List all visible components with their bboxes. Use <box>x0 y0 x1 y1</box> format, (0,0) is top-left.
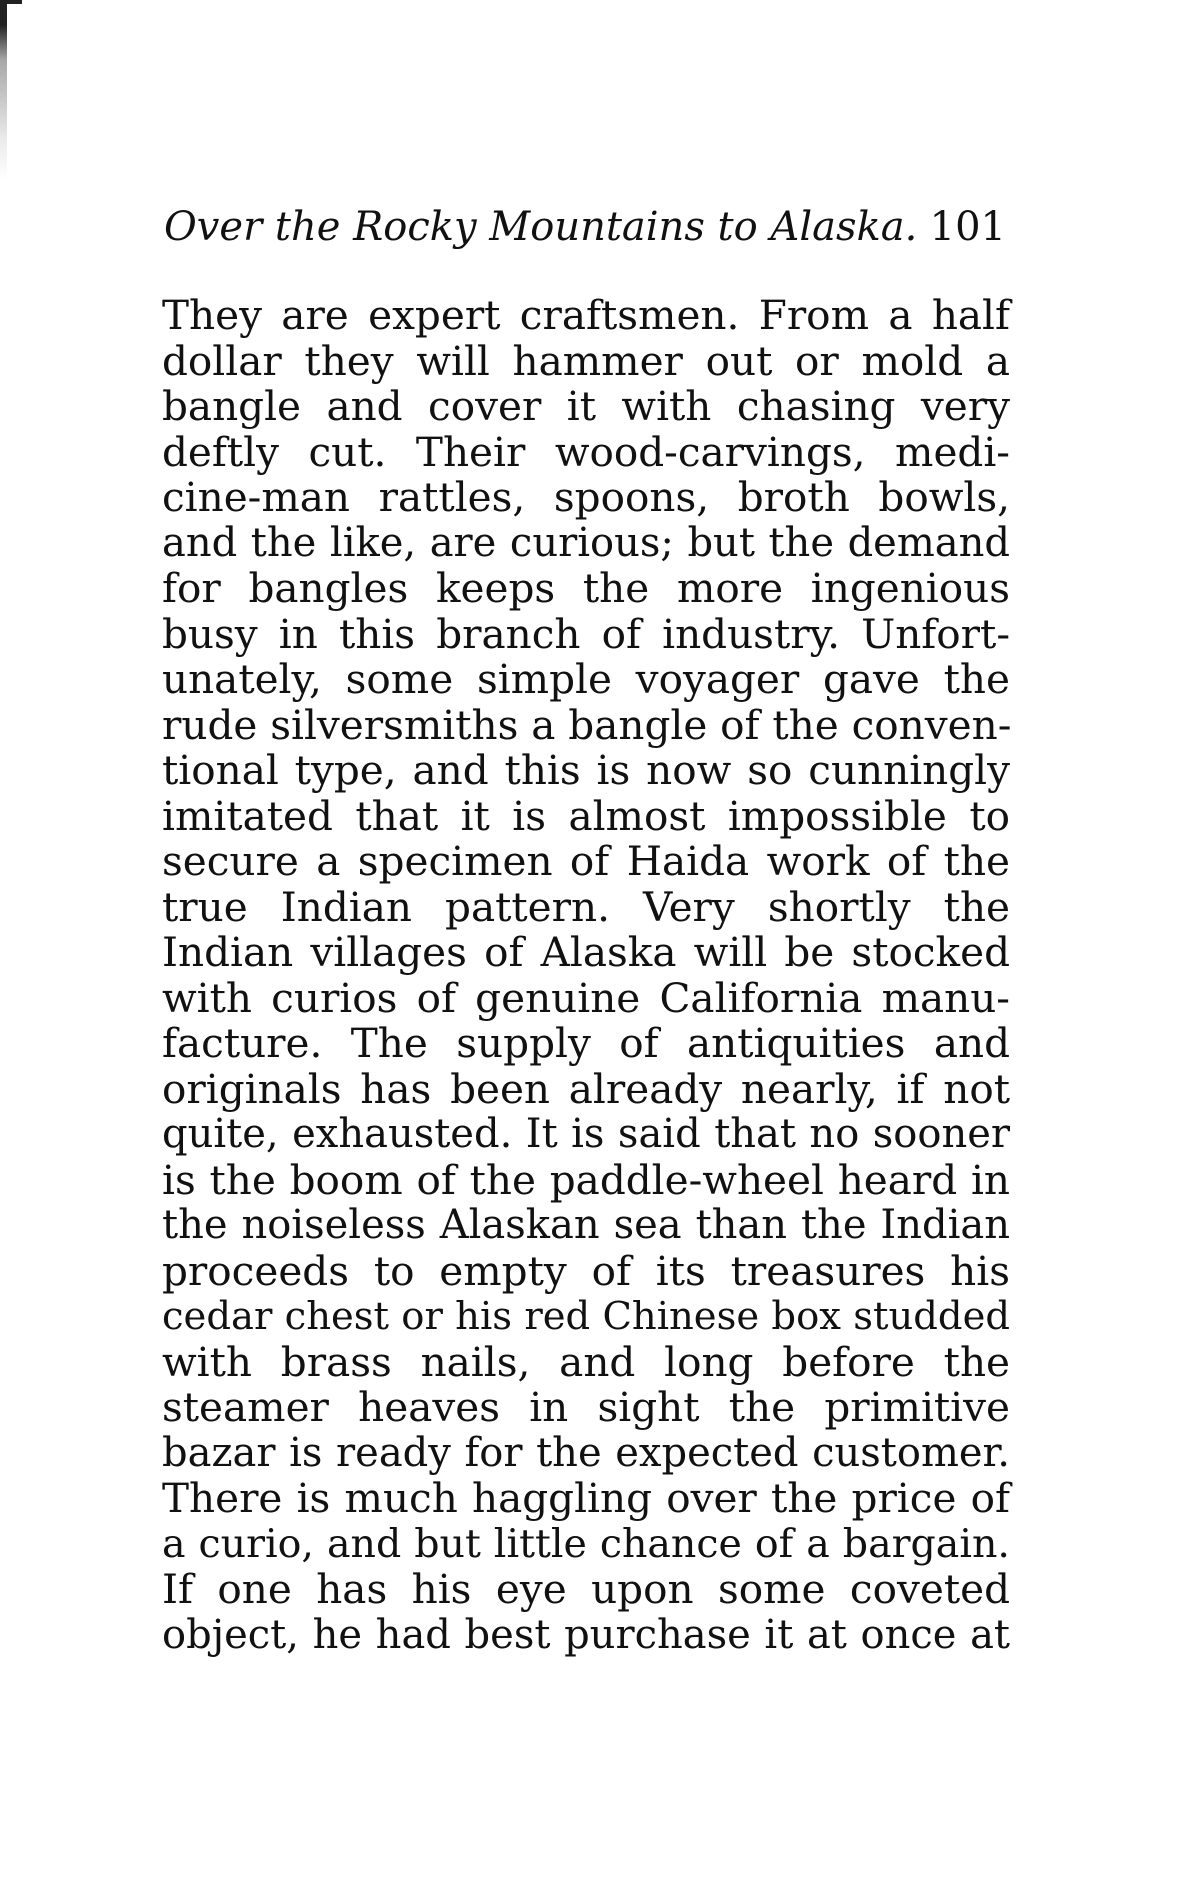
text-line: steamer heaves in sight the primitive <box>162 1383 1010 1431</box>
text-line: unately, some simple voyager gave the <box>162 655 1010 703</box>
text-line: the noiseless Alaskan sea than the Indian <box>162 1202 1010 1248</box>
text-line: tional type, and this is now so cunningly <box>162 746 1010 794</box>
text-line: proceeds to empty of its treasures his <box>162 1246 1010 1295</box>
text-line: object, he had best purchase it at once at <box>162 1611 1010 1658</box>
text-line: quite, exhausted. It is said that no sooner <box>162 1111 1010 1157</box>
text-line: If one has his eye upon some coveted <box>162 1565 1010 1613</box>
body-paragraph <box>162 293 1010 1658</box>
text-line: for bangles keeps the more ingenious <box>162 564 1010 612</box>
text-line: bazar is ready for the expected customer. <box>162 1429 1010 1476</box>
text-line: a curio, and but little chance of a bargain. <box>162 1520 1010 1567</box>
text-line: rude silversmiths a bangle of the conven- <box>162 700 1012 749</box>
text-line: They are expert craftsmen. From a half <box>162 291 1010 339</box>
text-line: secure a specimen of Haida work of the <box>162 837 1010 885</box>
text-line: cedar chest or his red Chinese box studded <box>162 1294 1010 1339</box>
text-line: and the like, are curious; but the demand <box>162 519 1010 566</box>
text-line: deftly cut. Their wood-carvings, medi- <box>162 427 1010 476</box>
page-number: 101 <box>929 204 1006 250</box>
text-line: busy in this branch of industry. Unfort- <box>162 609 1010 658</box>
text-line: originals has been already nearly, if not <box>162 1064 1010 1113</box>
page-header <box>164 197 1014 257</box>
text-line: with curios of genuine California manu- <box>162 973 1010 1022</box>
text-line: cine-man rattles, spoons, broth bowls, <box>162 473 1010 521</box>
text-line: true Indian pattern. Very shortly the <box>162 882 1010 931</box>
text-line: imitated that it is almost impossible to <box>162 791 1010 840</box>
text-line: facture. The supply of antiquities and <box>162 1019 1010 1067</box>
text-line: bangle and cover it with chasing very <box>162 382 1010 430</box>
running-title: Over the Rocky Mountains to Alaska. <box>164 204 918 250</box>
text-line: Indian villages of Alaska will be stocked <box>162 928 1010 976</box>
text-line: dollar they will hammer out or mold a <box>162 336 1010 385</box>
text-line: with brass nails, and long before the <box>162 1337 1010 1386</box>
text-line: There is much haggling over the price of <box>162 1474 1010 1522</box>
text-line: is the boom of the paddle-wheel heard in <box>162 1155 1010 1204</box>
page-edge-shadow <box>0 0 7 180</box>
